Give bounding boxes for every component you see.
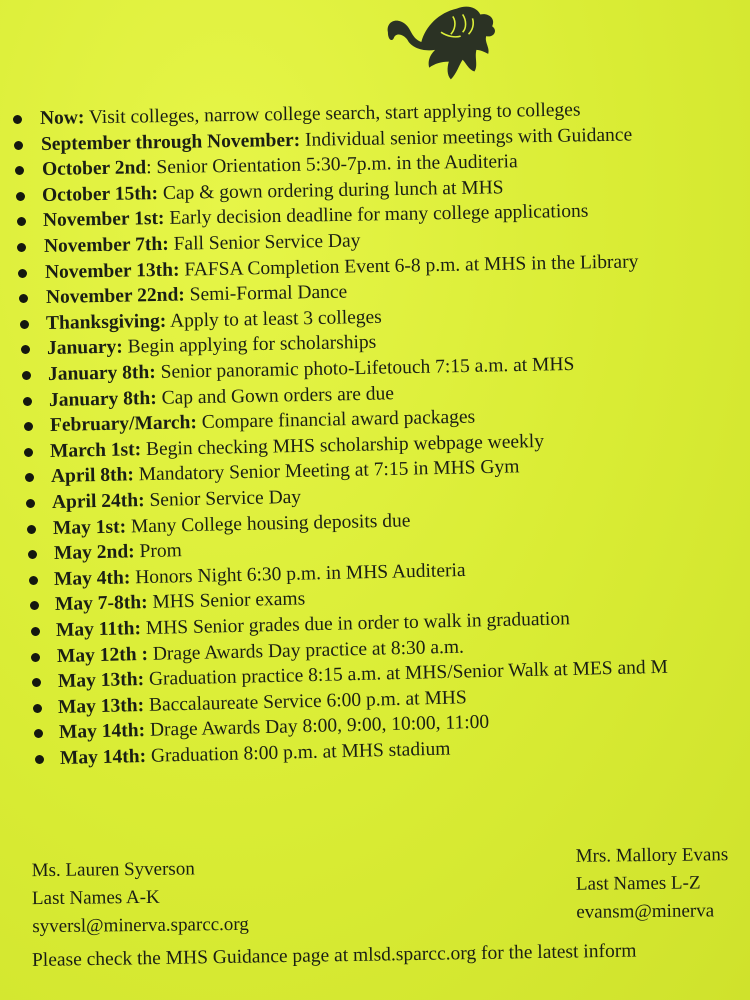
list-item-date: February/March: <box>49 412 197 437</box>
list-bullet <box>16 192 25 201</box>
list-item-date: May 14th: <box>59 745 147 769</box>
list-item <box>53 510 411 540</box>
list-item-date: Thanksgiving: <box>46 310 167 334</box>
list-item-text: Baccalaureate Service 6:00 p.m. at MHS <box>144 687 468 716</box>
list-item-date: May 12th : <box>56 643 149 667</box>
list-item-text: Prom <box>134 540 182 563</box>
list-item <box>45 282 347 309</box>
list-item-text: Graduation practice 8:15 a.m. at MHS/Senior Walk at MES and M <box>143 656 668 691</box>
list-item-date: January 8th: <box>47 361 156 385</box>
list-item-date: May 14th: <box>58 720 146 744</box>
list-item <box>49 383 394 412</box>
list-item-text: Cap & gown ordering during lunch at MHS <box>158 177 505 204</box>
list-bullet <box>31 627 40 636</box>
list-bullet <box>29 576 38 585</box>
list-item-date: April 8th: <box>50 464 135 488</box>
list-item-text: Cap and Gown orders are due <box>156 382 394 409</box>
list-item-date: October 2nd <box>41 157 146 181</box>
list-item-date: May 4th: <box>54 567 131 590</box>
list-item-date: October 15th: <box>42 182 159 206</box>
list-item-date: January 8th: <box>48 387 157 411</box>
list-bullet <box>19 294 28 303</box>
list-item <box>54 560 466 591</box>
list-item <box>43 201 589 232</box>
list-bullet <box>34 729 43 738</box>
list-item <box>41 124 633 155</box>
list-bullet <box>30 601 39 610</box>
list-item <box>55 589 306 617</box>
list-bullet <box>31 653 40 662</box>
counselor-left-email: syversl@minerva.sparcc.org <box>32 913 249 938</box>
list-item-text: Senior Service Day <box>144 486 302 512</box>
list-item-date: May 1st: <box>52 516 127 539</box>
list-item-date: May 11th: <box>55 618 142 641</box>
list-item-date: May 13th: <box>57 669 144 693</box>
list-item-date: September through November: <box>40 129 301 155</box>
list-item-text: Semi-Formal Dance <box>184 281 348 306</box>
counselor-left <box>32 855 249 941</box>
list-item-date: March 1st: <box>50 438 142 462</box>
list-item <box>46 307 382 335</box>
list-bullet <box>25 473 34 482</box>
list-item-date: May 7-8th: <box>54 592 148 616</box>
list-item-date: November 22nd: <box>45 284 185 309</box>
list-item-text: Many College housing deposits due <box>125 509 411 538</box>
list-item <box>53 540 181 565</box>
list-bullet <box>24 448 33 457</box>
list-item-date: April 24th: <box>51 490 145 513</box>
list-bullet <box>27 525 36 534</box>
list-bullet <box>28 550 37 559</box>
counselor-left-name: Ms. Lauren Syverson <box>31 858 195 882</box>
list-bullet <box>20 320 29 329</box>
list-bullet <box>18 269 27 278</box>
list-item-text: Drage Awards Day practice at 8:30 a.m. <box>147 636 464 665</box>
list-item-date: November 1st: <box>42 208 165 232</box>
list-item-text: Early decision deadline for many college applications <box>164 201 589 230</box>
list-item-text: Begin applying for scholarships <box>122 332 377 358</box>
list-item-text: MHS Senior grades due in order to walk in graduation <box>140 608 571 640</box>
list-bullet <box>13 115 22 124</box>
list-item-date: May 13th: <box>58 694 145 718</box>
list-item-text: : Senior Orientation 5:30-7p.m. in the Auditeria <box>145 151 518 179</box>
list-item-text: Visit colleges, narrow college search, start applying to colleges <box>84 99 581 129</box>
list-bullet <box>23 397 32 406</box>
list-item <box>49 407 475 437</box>
list-item-text: Honors Night 6:30 p.m. in MHS Auditeria <box>130 559 467 589</box>
list-item-date: November 13th: <box>44 259 180 283</box>
list-item <box>41 151 517 181</box>
list-bullet <box>22 371 31 380</box>
list-item-text: Senior panoramic photo-Lifetouch 7:15 a.m. at MHS <box>155 353 575 383</box>
counselor-left-group: Last Names A-K <box>31 886 160 910</box>
list-item-date: May 2nd: <box>53 541 135 565</box>
list-item <box>40 100 581 130</box>
list-item-text: Fall Senior Service Day <box>168 230 361 255</box>
list-item <box>47 332 377 360</box>
list-item-text: Compare financial award packages <box>196 406 475 434</box>
list-bullet <box>14 141 23 150</box>
list-item-text: Individual senior meetings with Guidance <box>299 124 633 151</box>
list-item-text: Graduation 8:00 p.m. at MHS stadium <box>145 738 451 767</box>
list-item-text: Drage Awards Day 8:00, 9:00, 10:00, 11:00 <box>145 712 490 742</box>
list-bullet <box>26 499 35 508</box>
list-bullet <box>33 704 42 713</box>
list-item <box>60 738 451 770</box>
list-item <box>52 487 302 514</box>
counselor-right-name: Mrs. Mallory Evans <box>575 844 729 867</box>
counselor-right <box>576 841 729 927</box>
list-item-text: FAFSA Completion Event 6-8 p.m. at MHS in the Library <box>179 251 639 281</box>
list-item-text: Begin checking MHS scholarship webpage weekly <box>141 430 545 460</box>
list-bullet <box>35 755 44 764</box>
list-item-text: Mandatory Senior Meeting at 7:15 in MHS Gym <box>133 456 520 486</box>
list-item <box>48 354 575 386</box>
list-bullet <box>15 166 24 175</box>
list-bullet <box>17 217 26 226</box>
list-item-text: MHS Senior exams <box>147 588 306 614</box>
list-bullet <box>32 678 41 687</box>
list-bullet <box>21 345 30 354</box>
footer-note: Please check the MHS Guidance page at mlsd.sparcc.org for the latest inform <box>31 940 637 971</box>
list-bullet <box>24 422 33 431</box>
counselor-right-email: evansm@minerva <box>576 900 715 923</box>
list-item-text: Apply to at least 3 colleges <box>166 306 383 332</box>
list-bullet <box>17 243 26 252</box>
list-item-date: Now: <box>39 107 85 129</box>
list-item-date: January: <box>46 336 124 360</box>
list-item <box>44 230 361 258</box>
list-item-date: November 7th: <box>43 233 169 257</box>
counselor-right-group: Last Names L-Z <box>575 872 701 895</box>
